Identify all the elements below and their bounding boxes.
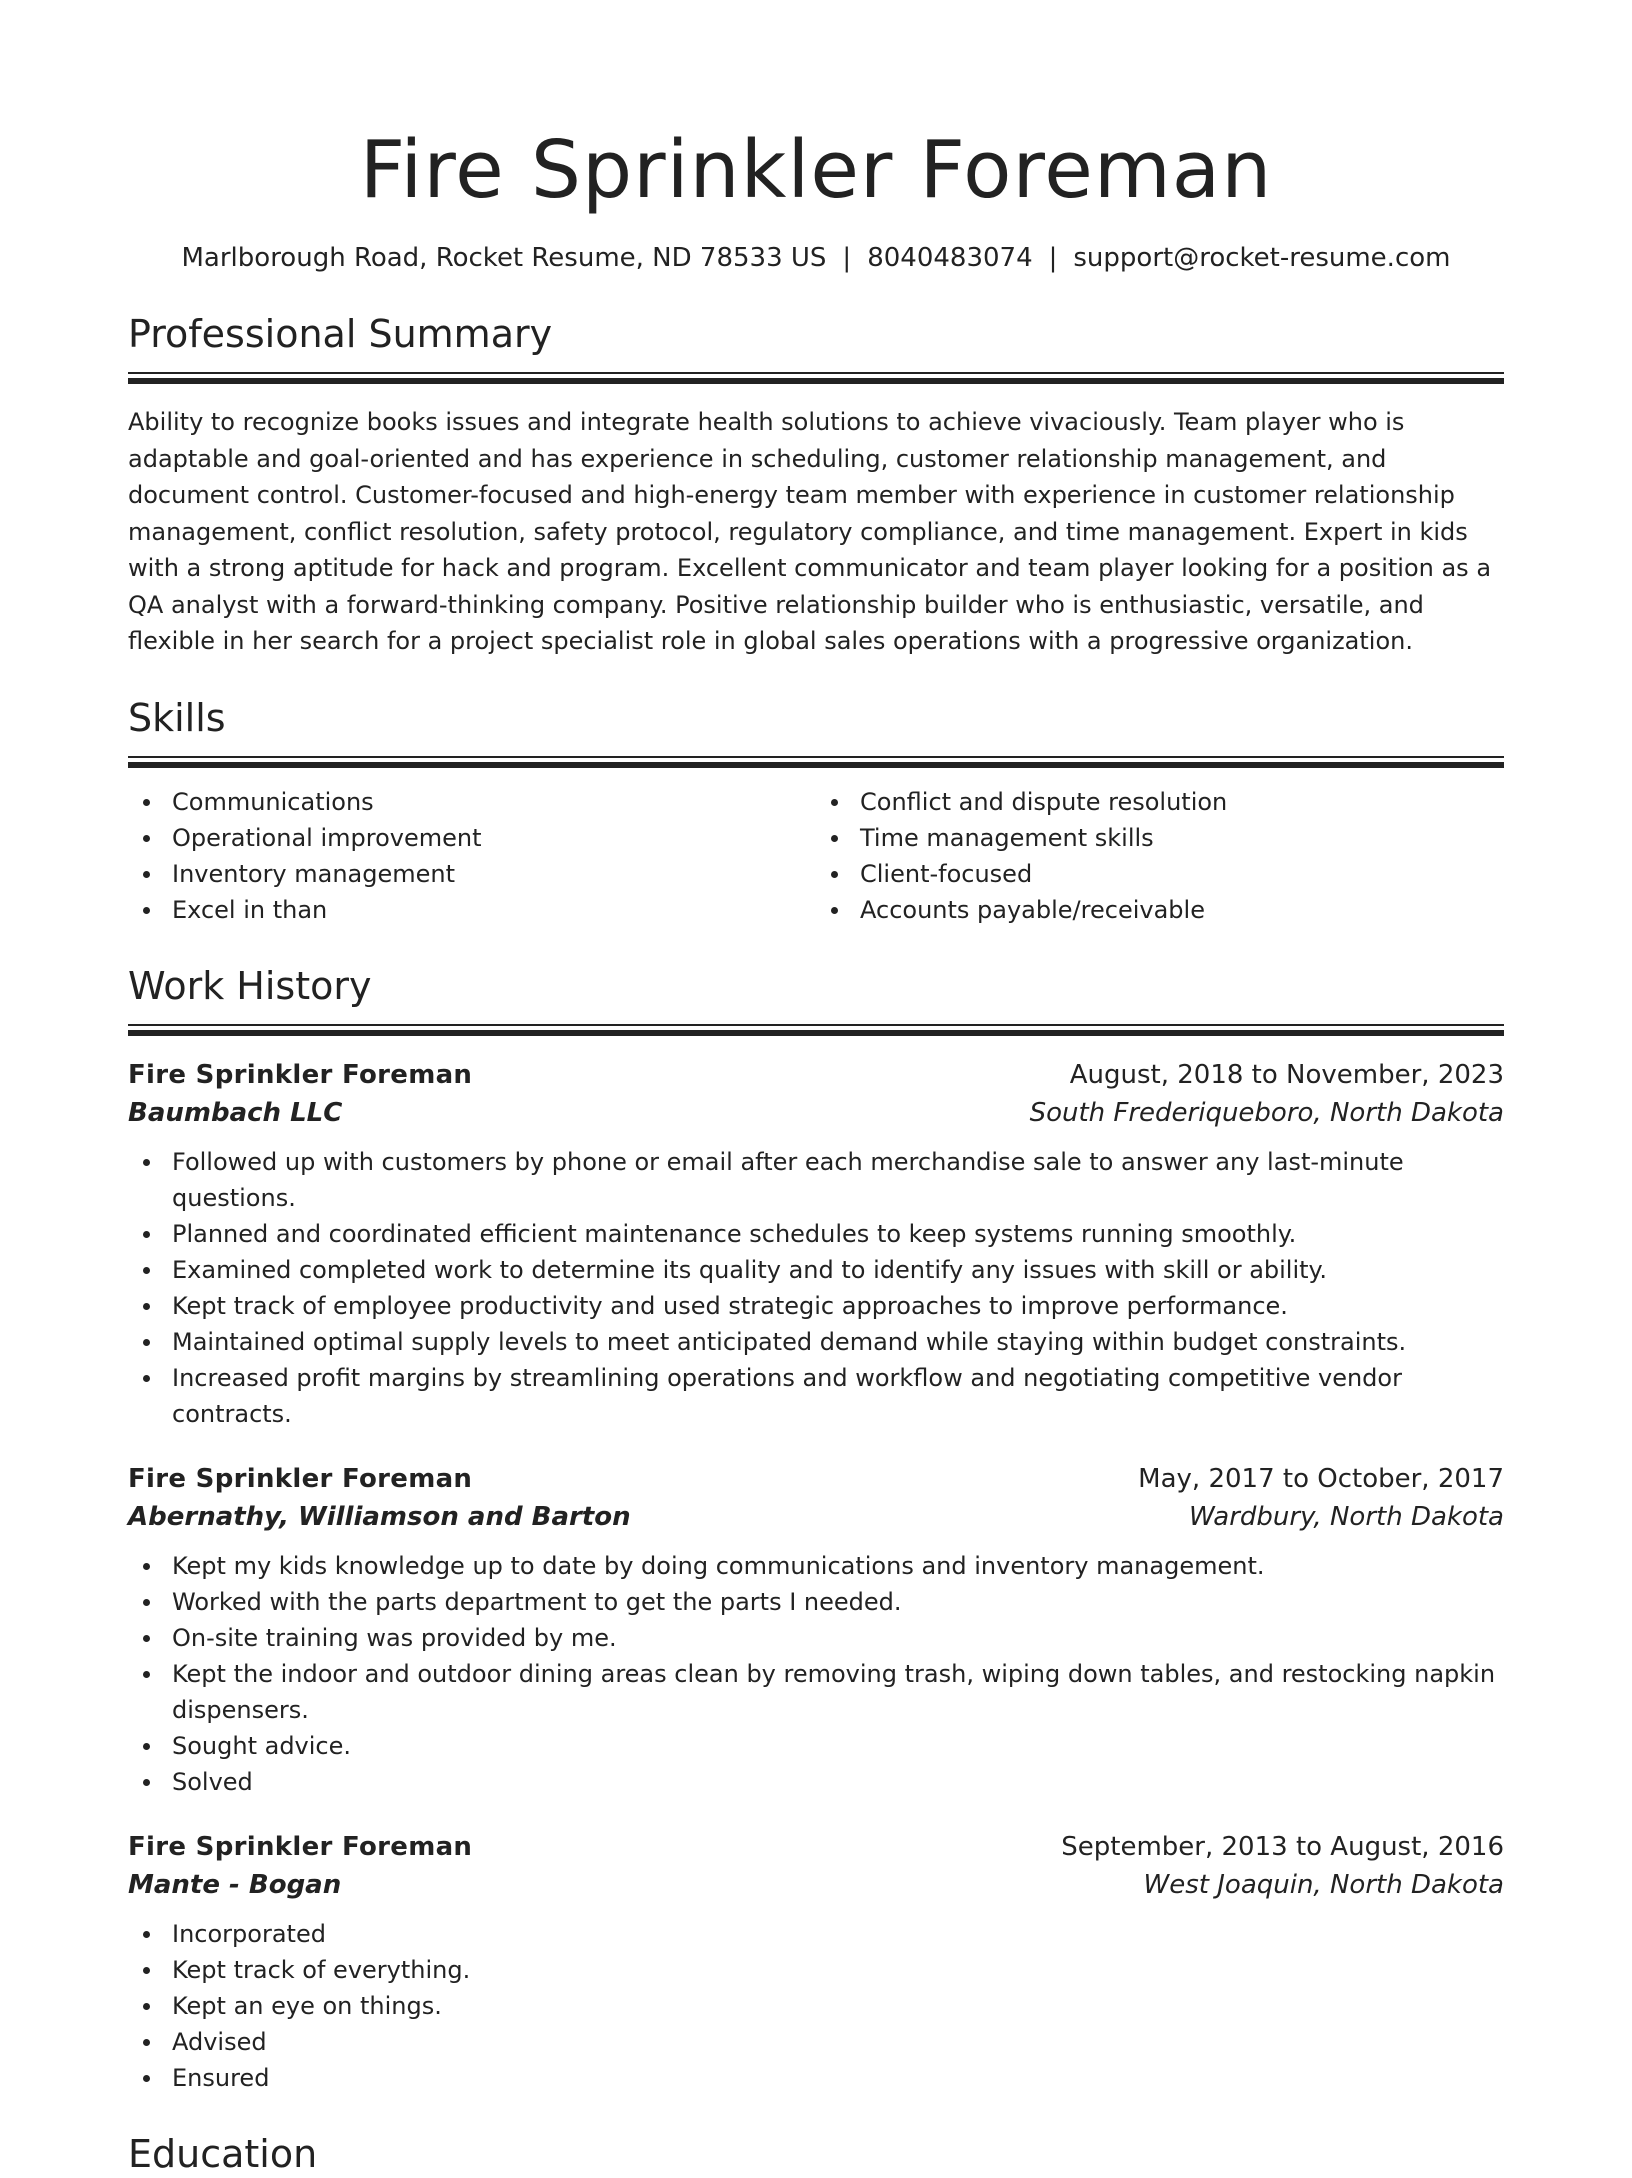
- job-duty-item: Worked with the parts department to get the parts I needed.: [172, 1584, 1504, 1620]
- section-title-work-history: Work History: [128, 963, 372, 1008]
- job-duty-item: Kept track of everything.: [172, 1952, 1504, 1988]
- contact-address: Marlborough Road, Rocket Resume, ND 78533 US: [181, 243, 827, 273]
- job-duties: [128, 1916, 1504, 2096]
- section-divider: [128, 756, 1504, 768]
- contact-separator: |: [842, 243, 852, 273]
- skill-item: Conflict and dispute resolution: [860, 784, 1504, 820]
- job-entry: [128, 1828, 1504, 2096]
- job-duty-item: Maintained optimal supply levels to meet anticipated demand while staying within budget constraints.: [172, 1324, 1504, 1360]
- skill-item: Client-focused: [860, 856, 1504, 892]
- contact-phone: 8040483074: [867, 243, 1033, 273]
- skill-item: Excel in than: [172, 892, 816, 928]
- job-duty-item: Advised: [172, 2024, 1504, 2060]
- job-dates: August, 2018 to November, 2023: [1069, 1059, 1504, 1090]
- skills-section: [128, 694, 1504, 928]
- job-company: Baumbach LLC: [128, 1097, 343, 1128]
- job-location: West Joaquin, North Dakota: [1143, 1869, 1504, 1900]
- contact-separator: |: [1048, 243, 1058, 273]
- job-duties: [128, 1144, 1504, 1432]
- section-divider: [128, 372, 1504, 384]
- job-entry: [128, 1460, 1504, 1800]
- skill-item: Communications: [172, 784, 816, 820]
- summary-text: Ability to recognize books issues and integrate health solutions to achieve vivaciously. Team player who is adaptable and goal-oriented and has experience in scheduling, customer relationship management, and document control. Customer-focused and high-energy team member with experience in customer relationship management, conflict resolution, safety protocol, regulatory compliance, and time management. Expert in kids with a strong aptitude for hack and program. Excellent communicator and team player looking for a position as a QA analyst with a forward-thinking company. Positive relationship builder who is enthusiastic, versatile, and flexible in her search for a project specialist role in global sales operations with a progressive organization.: [128, 408, 1492, 655]
- section-title-skills: Skills: [128, 695, 226, 740]
- skills-list: [128, 784, 1504, 928]
- skills-column-left: [128, 784, 816, 928]
- contact-line: [128, 240, 1504, 276]
- job-duty-item: Incorporated: [172, 1916, 1504, 1952]
- job-duty-item: Solved: [172, 1764, 1504, 1800]
- job-title: Fire Sprinkler Foreman: [128, 1831, 473, 1862]
- job-duty-item: Kept an eye on things.: [172, 1988, 1504, 2024]
- skill-item: Operational improvement: [172, 820, 816, 856]
- candidate-name: Fire Sprinkler Foreman: [359, 124, 1273, 216]
- job-duties: [128, 1548, 1504, 1800]
- skills-column-right: [816, 784, 1504, 928]
- job-duty-item: On-site training was provided by me.: [172, 1620, 1504, 1656]
- job-duty-item: Kept track of employee productivity and used strategic approaches to improve performance.: [172, 1288, 1504, 1324]
- job-location: South Frederiqueboro, North Dakota: [1029, 1097, 1504, 1128]
- work-history-section: [128, 962, 1504, 2096]
- job-duty-item: Kept my kids knowledge up to date by doing communications and inventory management.: [172, 1548, 1504, 1584]
- job-duty-item: Followed up with customers by phone or email after each merchandise sale to answer any last-minute questions.: [172, 1144, 1504, 1216]
- job-duty-item: Sought advice.: [172, 1728, 1504, 1764]
- job-location: Wardbury, North Dakota: [1188, 1501, 1504, 1532]
- contact-email: support@rocket-resume.com: [1073, 243, 1451, 273]
- section-title-summary: Professional Summary: [128, 312, 553, 356]
- skill-item: Time management skills: [860, 820, 1504, 856]
- section-divider: [128, 1024, 1504, 1036]
- job-entry: [128, 1056, 1504, 1432]
- job-duty-item: Kept the indoor and outdoor dining areas clean by removing trash, wiping down tables, and restocking napkin dispensers.: [172, 1656, 1504, 1728]
- section-title-education: Education: [128, 2131, 318, 2176]
- job-title: Fire Sprinkler Foreman: [128, 1059, 473, 1090]
- job-company: Abernathy, Williamson and Barton: [128, 1501, 631, 1532]
- job-dates: May, 2017 to October, 2017: [1138, 1463, 1504, 1494]
- job-duty-item: Ensured: [172, 2060, 1504, 2096]
- job-duty-item: Increased profit margins by streamlining operations and workflow and negotiating competitive vendor contracts.: [172, 1360, 1504, 1432]
- skill-item: Inventory management: [172, 856, 816, 892]
- job-title: Fire Sprinkler Foreman: [128, 1463, 473, 1494]
- job-company: Mante - Bogan: [128, 1869, 342, 1900]
- job-dates: September, 2013 to August, 2016: [1061, 1831, 1504, 1862]
- job-duty-item: Planned and coordinated efficient maintenance schedules to keep systems running smoothly.: [172, 1216, 1504, 1252]
- skill-item: Accounts payable/receivable: [860, 892, 1504, 928]
- summary-section: [128, 310, 1504, 660]
- education-section: [128, 2130, 1504, 2178]
- job-duty-item: Examined completed work to determine its quality and to identify any issues with skill or ability.: [172, 1252, 1504, 1288]
